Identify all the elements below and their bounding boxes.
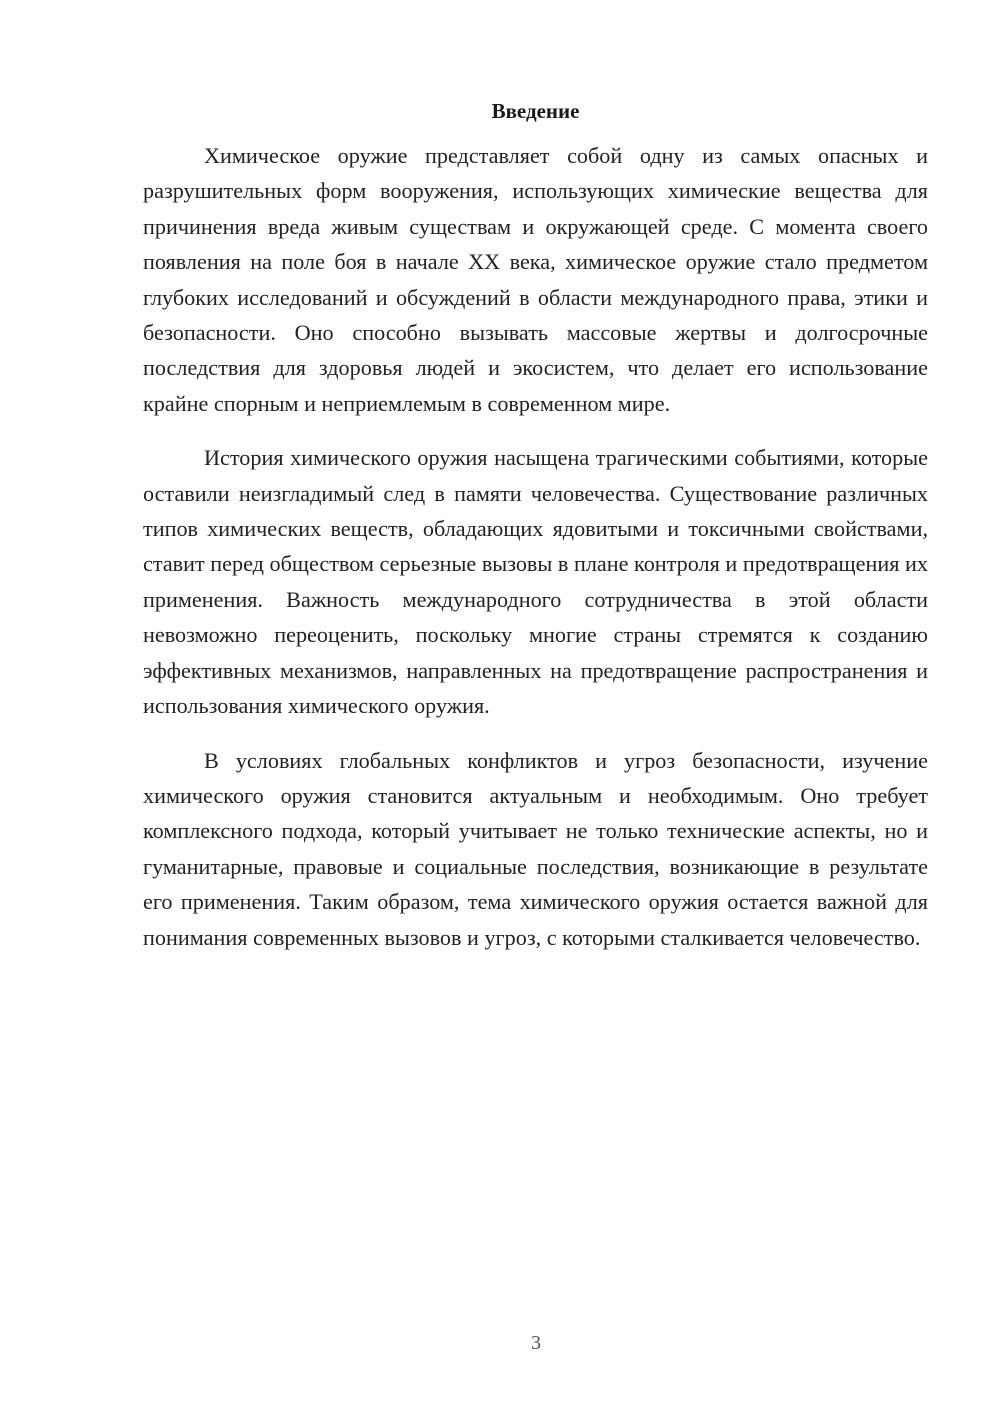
paragraph-1: Химическое оружие представляет собой одну из самых опасных и разрушительных форм вооружения, использующих химические вещества для причинения вреда живым существам и окружающей среде. С момента своего появления на поле боя в начале XX века, химическое оружие стало предметом глубоких исследований и обсуждений в области международного права, этики и безопасности. Оно способно вызывать массовые жертвы и долгосрочные последствия для здоровья людей и экосистем, что делает его использование крайне спорным и неприемлемым в современном мире. xyxy=(143,143,928,416)
paragraph-3: В условиях глобальных конфликтов и угроз безопасности, изучение химического оружия становится актуальным и необходимым. Оно требует комплексного подхода, который учитывает не только технические аспекты, но и гуманитарные, правовые и социальные последствия, возникающие в результате его применения. Таким образом, тема химического оружия остается важной для понимания современных вызовов и угроз, с которыми сталкивается человечество. xyxy=(143,747,928,950)
page-content xyxy=(143,97,928,955)
section-title xyxy=(143,97,928,126)
paragraph-2: История химического оружия насыщена трагическими событиями, которые оставили неизгладимый след в памяти человечества. Существование различных типов химических веществ, обладающих ядовитыми и токсичными свойствами, ставит перед обществом серьезные вызовы в плане контроля и предотвращения их применения. Важность международного сотрудничества в этой области невозможно переоценить, поскольку многие страны стремятся к созданию эффективных механизмов, направленных на предотвращение распространения и использования химического оружия. xyxy=(143,445,928,719)
section-title-text: Введение xyxy=(491,99,580,123)
page-number: 3 xyxy=(531,1332,541,1354)
